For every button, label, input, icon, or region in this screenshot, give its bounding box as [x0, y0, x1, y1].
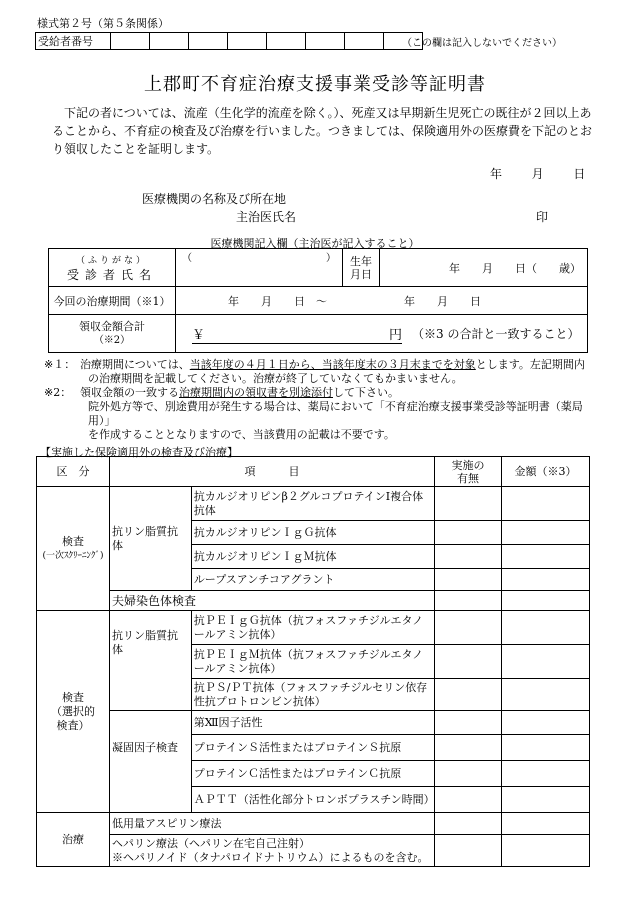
- intro-paragraph: 下記の者については、流産（生化学的流産を除く。）、死産又は早期新生児死亡の既往が２回以上あることから、不育症の検査及び治療を行いました。つきましては、保険適用外の医療費を下記のとおり領収したことを証明します。: [52, 106, 593, 156]
- table-row: [37, 711, 590, 735]
- furigana-label: （ふりがな）: [75, 255, 148, 266]
- amount-cell[interactable]: [502, 545, 590, 569]
- amount-cell[interactable]: [502, 569, 590, 591]
- item-label: プロテインＳ活性またはプロテインＳ抗原: [191, 735, 434, 761]
- footnote-2-key: ※2：: [44, 386, 72, 399]
- category-exam-screening-line1: 検査: [62, 534, 84, 548]
- furigana-open-paren: （: [182, 253, 192, 264]
- furigana-close-paren: ）: [326, 253, 336, 264]
- amount-cell[interactable]: [502, 487, 590, 521]
- receiver-digit-box: [228, 33, 267, 50]
- receiver-digit-box: [189, 33, 228, 50]
- receiver-digit-box: [345, 33, 384, 50]
- amount-cell[interactable]: [502, 611, 590, 645]
- birth-label-line2: 月日: [350, 267, 372, 281]
- receiver-number-table: [35, 32, 423, 50]
- yen-symbol: ￥: [192, 327, 206, 343]
- receipt-total-note: （※3 の合計と一致すること）: [412, 327, 580, 341]
- item-label: プロテインＣ活性またはプロテインＣ抗原: [191, 761, 434, 787]
- intro-text: [52, 104, 592, 158]
- subcategory-antiphospholipid: 抗リン脂質抗体: [110, 611, 192, 711]
- footnote-2-text-c: して下さい。: [333, 386, 399, 399]
- done-cell[interactable]: [435, 645, 502, 679]
- receipt-total-label-cell: [49, 315, 176, 353]
- footnote-2-line3: を作成することとなりますので、当該費用の記載は不要です。: [88, 428, 395, 441]
- footnote-2: [44, 386, 599, 400]
- table-row: [37, 611, 590, 645]
- date-year: 年: [490, 167, 503, 181]
- header-done-line1: 実施の: [451, 458, 485, 472]
- item-label: 低用量アスピリン療法: [110, 813, 435, 835]
- amount-cell[interactable]: [502, 787, 590, 813]
- footnotes: [44, 358, 599, 442]
- item-label: 抗カルジオリピンβ２グルコプロテインⅠ複合体抗体: [191, 487, 434, 521]
- done-cell[interactable]: [435, 835, 502, 867]
- done-cell[interactable]: [435, 591, 502, 611]
- birth-label-line1: 生年: [350, 254, 372, 268]
- receiver-number-label: 受給者番号: [36, 33, 111, 50]
- receiver-digit-box: [111, 33, 150, 50]
- header-done-line2: 有無: [457, 471, 479, 485]
- yen-unit: 円: [388, 327, 402, 343]
- table-row: [37, 591, 590, 611]
- item-label: ループスアンチコアグラント: [191, 569, 434, 591]
- heparinoid-note: ※ヘパリノイド（タナパロイドナトリウム）によるものを含む。: [112, 850, 429, 864]
- amount-cell[interactable]: [502, 679, 590, 711]
- seal-mark: 印: [536, 210, 549, 224]
- done-cell[interactable]: [435, 569, 502, 591]
- item-label: 抗ＰＥＩｇＧ抗体（抗フォスファチジルエタノールアミン抗体）: [191, 611, 434, 645]
- exam-treatment-table: [36, 456, 590, 867]
- category-treatment: 治療: [37, 813, 110, 867]
- footnote-2-text-a: 領収金額の一致する: [80, 386, 179, 399]
- item-label: ＡＰＴＴ（活性化部分トロンボプラスチン時間）: [191, 787, 434, 813]
- section-heading: 【実施した保険適用外の検査及び治療】: [40, 446, 238, 459]
- done-cell[interactable]: [435, 813, 502, 835]
- receipt-total-ref: （※2）: [93, 334, 131, 346]
- done-cell[interactable]: [435, 761, 502, 787]
- certification-date: [490, 165, 585, 182]
- done-cell[interactable]: [435, 611, 502, 645]
- footnote-1-key: ※１：: [44, 358, 76, 371]
- table-header-row: [37, 457, 590, 487]
- amount-cell[interactable]: [502, 835, 590, 867]
- category-exam-selective-line1: 検査: [62, 690, 84, 704]
- footnote-1-text-underlined: 当該年度の４月１日から、当該年度末の３月末までを対象: [189, 358, 476, 371]
- done-cell[interactable]: [435, 711, 502, 735]
- footnote-1-continued: の治療期間を記載してください。治療が終了していなくてもかまいません。: [88, 372, 463, 385]
- item-label: 抗カルジオリピンＩｇＧ抗体: [191, 521, 434, 545]
- subcategory-coagulation: 凝固因子検査: [110, 711, 192, 813]
- receiver-digit-box: [150, 33, 189, 50]
- birth-label-cell: [343, 249, 380, 287]
- item-label: 抗ＰＥＩｇＭ抗体（抗フォスファチジルエタノールアミン抗体）: [191, 645, 434, 679]
- header-amount: 金額（※3）: [502, 457, 590, 487]
- item-label: 抗ＰＳ/ＰＴ抗体（フォスファチジルセリン依存性抗プロトロンビン抗体）: [191, 679, 434, 711]
- footnote-1: [44, 358, 599, 372]
- page-title: 上郡町不育症治療支援事業受診等証明書: [144, 74, 486, 95]
- header-item: 項 目: [110, 457, 435, 487]
- patient-name-label-cell: [49, 249, 176, 287]
- amount-cell[interactable]: [502, 735, 590, 761]
- done-cell[interactable]: [435, 787, 502, 813]
- category-exam-screening-line2: (一次ｽｸﾘｰﾆﾝｸﾞ): [42, 550, 104, 561]
- form-number: 様式第２号（第５条関係）: [37, 17, 169, 30]
- receipt-total-label: 領収金額合計: [79, 319, 145, 333]
- date-month: 月: [531, 167, 544, 181]
- subcategory-antiphospholipid: 抗リン脂質抗体: [110, 487, 192, 591]
- receipt-total-field[interactable]: [176, 315, 588, 353]
- birth-date-field[interactable]: 年 月 日（ 歳）: [380, 249, 588, 287]
- receiver-note: （この欄は記入しないでください）: [402, 38, 562, 49]
- category-exam-selective-line3: 検査）: [56, 718, 90, 732]
- footnote-2-text-underlined: 治療期間内の領収書を別途添付: [179, 386, 333, 399]
- table-row: [37, 487, 590, 521]
- footnote-1-text-a: 治療期間については、: [80, 358, 190, 371]
- treatment-period-label: 今回の治療期間（※1）: [49, 287, 176, 315]
- done-cell[interactable]: [435, 521, 502, 545]
- patient-info-table: [48, 248, 588, 353]
- date-day: 日: [573, 167, 586, 181]
- footnote-2-line2: 院外処方等で、別途費用が発生する場合は、薬局において「不育症治療支援事業受診等証明書（薬局用）」: [88, 400, 583, 427]
- header-category: 区 分: [37, 457, 110, 487]
- patient-name-field[interactable]: [176, 249, 343, 287]
- done-cell[interactable]: [435, 679, 502, 711]
- amount-cell[interactable]: [502, 761, 590, 787]
- amount-cell[interactable]: [502, 813, 590, 835]
- done-cell[interactable]: [435, 545, 502, 569]
- item-label: 第Ⅻ因子活性: [191, 711, 434, 735]
- done-cell[interactable]: [435, 735, 502, 761]
- item-label: [110, 835, 435, 867]
- amount-cell[interactable]: [502, 711, 590, 735]
- heparin-therapy-label: ヘパリン療法（ヘパリン在宅自己注射）: [112, 836, 310, 850]
- category-exam-selective-line2: （選択的: [51, 704, 95, 718]
- footnote-1-text-c: とします。左記期間内: [475, 358, 585, 371]
- item-label: 抗カルジオリピンＩｇＭ抗体: [191, 545, 434, 569]
- table-row: [37, 813, 590, 835]
- amount-cell[interactable]: [502, 521, 590, 545]
- receiver-digit-box: [267, 33, 306, 50]
- patient-name-label: 受診者氏名: [66, 267, 157, 282]
- entry-section-title: 医療機関記入欄（主治医が記入すること）: [210, 237, 420, 250]
- done-cell[interactable]: [435, 487, 502, 521]
- category-exam-selective: [37, 611, 110, 813]
- amount-cell[interactable]: [502, 591, 590, 611]
- header-done: [435, 457, 502, 487]
- item-label: 夫婦染色体検査: [110, 591, 435, 611]
- table-row: [37, 835, 590, 867]
- treatment-period-field[interactable]: 年 月 日 ～ 年 月 日: [176, 287, 588, 315]
- category-exam-screening: [37, 487, 110, 611]
- institution-label: 医療機関の名称及び所在地: [142, 192, 287, 206]
- receiver-digit-box: [306, 33, 345, 50]
- doctor-label: 主治医氏名: [236, 210, 297, 224]
- amount-cell[interactable]: [502, 645, 590, 679]
